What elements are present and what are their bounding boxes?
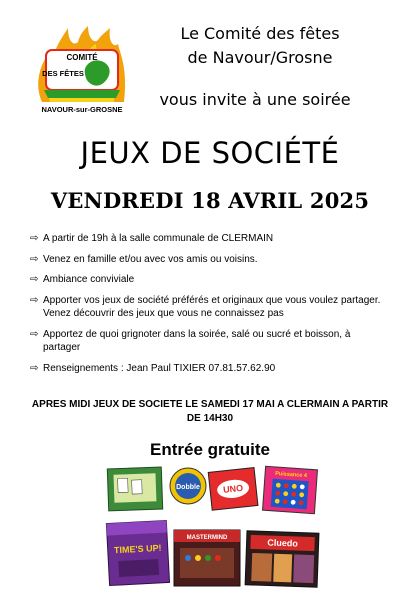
list-item (30, 232, 390, 246)
game-box-uno (208, 468, 258, 511)
free-entry-label: Entrée gratuite (150, 440, 270, 459)
afternoon-info: APRES MIDI JEUX DE SOCIETE LE SAMEDI 17 MAI A CLERMAIN A PARTIR DE 14H30 (31, 399, 389, 424)
arrow-right-icon: ⇨ (30, 294, 39, 306)
arrow-right-icon: ⇨ (30, 274, 39, 285)
arrow-right-icon: ⇨ (30, 253, 39, 265)
details-list (30, 232, 390, 382)
list-item-text: Renseignements : Jean Paul TIXIER 07.81.57.62.90 (43, 362, 276, 374)
arrow-right-icon: ⇨ (30, 328, 39, 340)
event-title: JEUX DE SOCIÉTÉ (80, 136, 340, 170)
game-box-puissance4 (263, 466, 318, 514)
game-box-generic (107, 467, 162, 511)
list-item (30, 362, 390, 376)
header-line-3: vous invite à une soirée (159, 90, 351, 109)
arrow-right-icon: ⇨ (30, 233, 39, 244)
logo-line2: DES FÊTES (42, 69, 84, 78)
list-item-text: Apportez de quoi grignoter dans la soirée, salé ou sucré et boisson, à partager (43, 328, 351, 353)
logo-caption: NAVOUR-sur-GROSNE (41, 105, 123, 114)
board-games-collage (104, 464, 320, 590)
list-item-text: Ambiance conviviale (43, 274, 135, 285)
header-line-2: de Navour/Grosne (187, 48, 333, 67)
game-box-times-up (106, 520, 169, 585)
game-box-dobble (170, 468, 206, 504)
list-item-text: Apporter vos jeux de société préférés et originaux que vous voulez partager. Venez découvrir des jeux que vous ne connaissez pas (43, 294, 381, 319)
game-label-dobble: Dobble (176, 484, 200, 491)
game-label-mastermind: MASTERMIND (186, 535, 228, 541)
header-line-1: Le Comité des fêtes (180, 24, 340, 43)
comite-des-fetes-logo (32, 24, 132, 116)
list-item-text: Venez en famille et/ou avec vos amis ou voisins. (43, 253, 258, 265)
game-label-uno: UNO (222, 482, 244, 495)
arrow-right-icon: ⇨ (30, 362, 39, 374)
logo-line1: COMITÉ (66, 53, 98, 62)
event-date: VENDREDI 18 AVRIL 2025 (50, 188, 370, 213)
game-box-mastermind (174, 530, 240, 586)
game-box-cluedo (245, 531, 319, 587)
list-item-text: A partir de 19h à la salle communale de CLERMAIN (43, 233, 274, 244)
game-label-times-up: TIME'S UP! (113, 542, 162, 556)
list-item (30, 328, 390, 355)
game-label-puissance4: Puissance 4 (274, 470, 308, 480)
list-item (30, 273, 390, 287)
list-item (30, 253, 390, 267)
list-item (30, 294, 390, 321)
game-label-cluedo: Cluedo (267, 537, 299, 549)
